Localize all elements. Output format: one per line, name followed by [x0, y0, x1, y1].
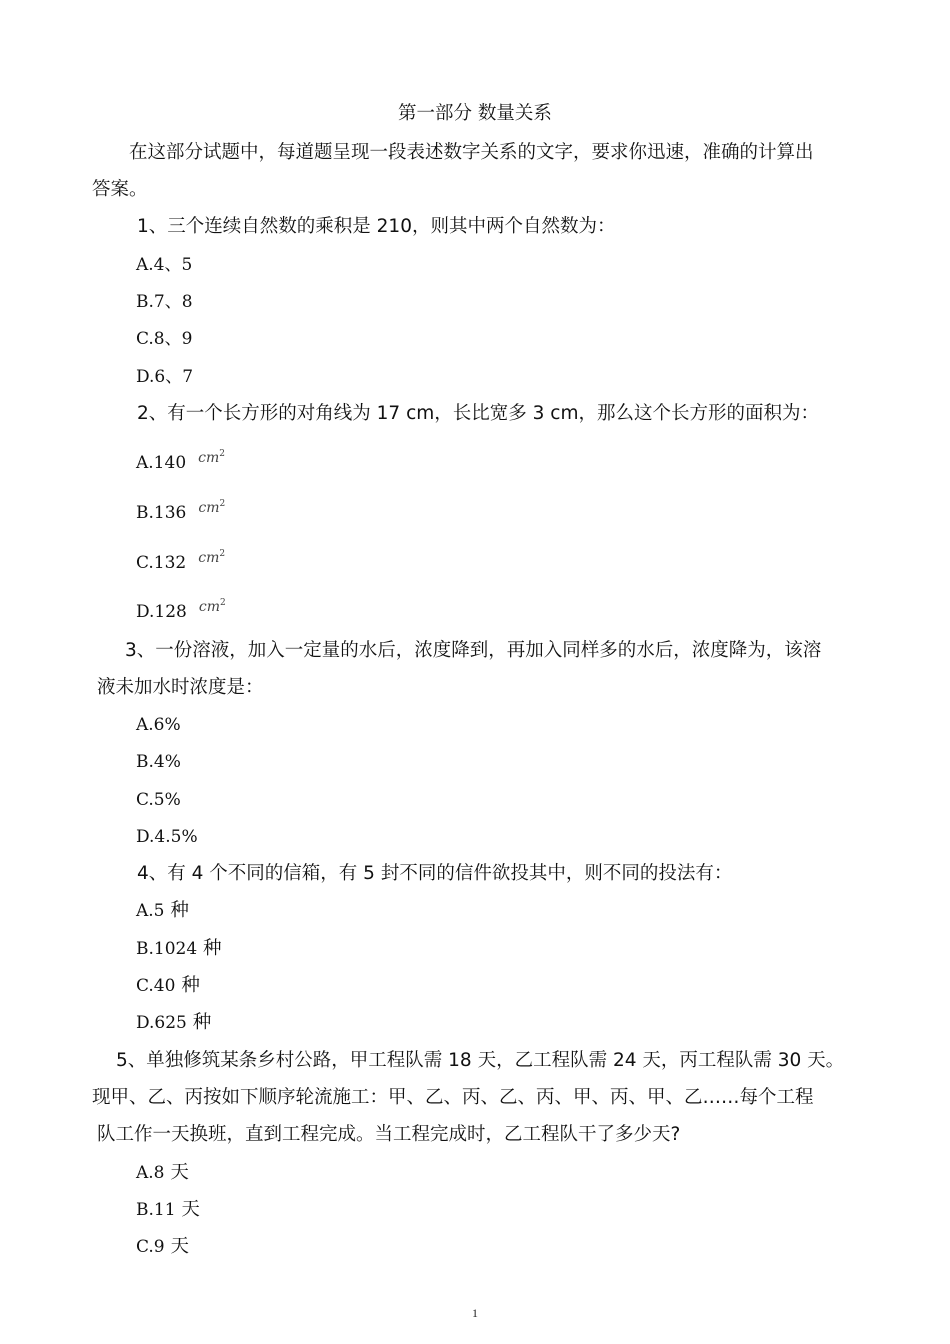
question-4-option-a: [136, 898, 189, 924]
option-label: A.5: [136, 901, 165, 921]
option-label: C.9: [136, 1237, 165, 1257]
question-1-stem: 1、三个连续自然数的乘积是 210，则其中两个自然数为：: [137, 216, 616, 237]
question-3-option-c: C.5%: [136, 790, 181, 810]
question-5-stem-line-2: 现甲、乙、丙按如下顺序轮流施工：甲、乙、丙、乙、丙、甲、丙、甲、乙……每个工程: [92, 1087, 814, 1108]
option-unit: 天: [175, 1199, 200, 1220]
question-3-stem-line-2: 液未加水时浓度是：: [97, 677, 264, 698]
unit-cm2: $cm^2$: [198, 549, 226, 566]
option-label: C.40: [136, 976, 176, 996]
question-3-option-b: B.4%: [136, 752, 181, 772]
question-5-stem-line-1: 5、单独修筑某条乡村公路，甲工程队需 18 天，乙工程队需 24 天，丙工程队需 30 天。: [116, 1050, 845, 1071]
question-4-option-b: [136, 936, 222, 962]
question-2-option-b: [136, 497, 225, 527]
question-2-stem: 2、有一个长方形的对角线为 17 cm，长比宽多 3 cm，那么这个长方形的面积为：: [137, 403, 819, 424]
question-3-stem-line-1: 3、一份溶液，加入一定量的水后，浓度降到，再加入同样多的水后，浓度降为，该溶: [125, 640, 822, 661]
unit-cm2: $cm^2$: [198, 598, 226, 615]
question-5-option-b: [136, 1197, 200, 1223]
question-1-option-d: D.6、7: [136, 367, 194, 387]
question-3-option-d: D.4.5%: [136, 827, 198, 847]
unit-cm2: $cm^2$: [198, 449, 225, 466]
question-4-option-d: [136, 1010, 211, 1036]
unit-cm2: $cm^2$: [198, 499, 226, 516]
option-unit: 天: [164, 1236, 190, 1257]
question-5-option-a: [136, 1160, 189, 1186]
option-label: B.1024: [136, 939, 198, 959]
question-1-option-c: C.8、9: [136, 329, 193, 349]
intro-line-2: 答案。: [92, 179, 148, 200]
option-label: B.11: [136, 1200, 176, 1220]
option-label: D.625: [136, 1013, 187, 1033]
question-5-stem-line-3: 队工作一天换班，直到工程完成。当工程完成时，乙工程队干了多少天?: [97, 1124, 681, 1145]
option-label: A.8: [136, 1163, 165, 1183]
option-unit: 种: [197, 938, 222, 959]
question-3-option-a: A.6%: [136, 715, 181, 735]
question-1-option-a: A.4、5: [136, 255, 193, 275]
intro-line-1: 在这部分试题中，每道题呈现一段表述数字关系的文字，要求你迅速，准确的计算出: [129, 142, 814, 163]
question-2-option-d: [136, 596, 226, 626]
question-5-option-c: [136, 1234, 189, 1260]
option-label: B.136: [136, 503, 187, 523]
question-2-option-c: [136, 547, 225, 577]
page-title: 第一部分 数量关系: [398, 103, 552, 124]
option-unit: 种: [186, 1012, 212, 1033]
question-2-option-a: [136, 447, 225, 477]
option-unit: 种: [175, 975, 200, 996]
option-label: D.128: [136, 602, 187, 622]
question-4-option-c: [136, 973, 200, 999]
option-unit: 天: [164, 1162, 189, 1183]
option-label: A.140: [136, 453, 187, 473]
question-4-stem: 4、有 4 个不同的信箱，有 5 封不同的信件欲投其中，则不同的投法有：: [137, 863, 733, 884]
option-unit: 种: [164, 900, 189, 921]
option-label: C.132: [136, 553, 187, 573]
question-1-option-b: B.7、8: [136, 292, 193, 312]
page-number: 1: [472, 1306, 478, 1320]
